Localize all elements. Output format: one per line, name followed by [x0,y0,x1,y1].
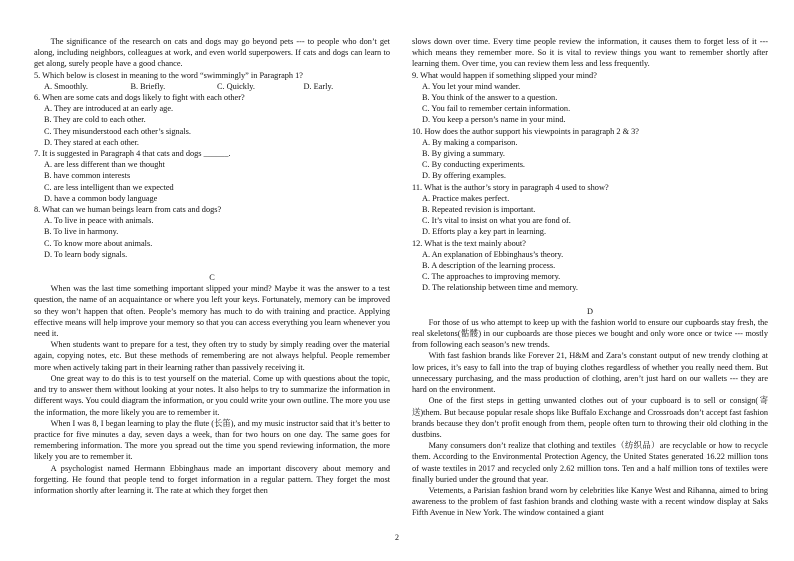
option-b: B. They are cold to each other. [44,115,146,125]
option-c: C. They misunderstood each other’s signals. [44,126,191,136]
option-b: B. have common interests [44,171,131,181]
option-d: D. To learn body signals. [44,249,128,259]
question-9 [412,70,768,126]
passage-d-paragraph: With fast fashion brands like Forever 21, H&M and Zara’s constant output of new trendy clothing at low prices, it’s easy to fall into the trap of buying clothes regardless of whether you really need them. But unnecessary purchasing, and the mass production of clothing, aren’t just hard on our wallets --- they are hard on the environment. [412,351,768,395]
option-c: C. To know more about animals. [44,238,153,248]
question-stem: 11. What is the author’s story in paragraph 4 used to show? [412,182,609,192]
option-b: B. By giving a summary. [422,149,505,159]
passage-d-paragraph: Many consumers don’t realize that clothing and textiles（纺织品）are recyclable or how to recycle them. According to the Environmental Protection Agency, the United States generated 16.22 million tons of waste textiles in 2017 and recycled only 2.62 million tons. Ten and a half million tons of textiles were finally buried under the ground that year. [412,441,768,484]
section-c-heading: C [209,273,215,283]
question-10 [412,126,768,182]
option-b: B. To live in harmony. [44,227,119,237]
option-d: D. The relationship between time and memory. [422,283,578,293]
section-d-heading: D [587,306,593,316]
option-c: C. The approaches to improving memory. [422,272,561,282]
passage-b-conclusion: The significance of the research on cats and dogs may go beyond pets --- to people who don’t get along, including neighbors, colleagues at work, and even world superpowers. If cats and dogs can learn to get along, surely people have a good chance. [34,37,390,69]
option-b: B. Repeated revision is important. [422,205,536,215]
question-stem: 7. It is suggested in Paragraph 4 that cats and dogs ______. [34,149,231,159]
question-11 [412,182,768,238]
option-a: A. By making a comparison. [422,137,518,147]
question-stem: 12. What is the text mainly about? [412,238,526,248]
option-a: A. They are introduced at an early age. [44,104,174,114]
question-stem: 5. Which below is closest in meaning to the word “swimmingly” in Paragraph 1? [34,70,303,80]
passage-c-paragraph: When I was 8, I began learning to play the flute (长笛), and my music instructor said that it’s better to practice for five minutes a day, seven days a week, than for two hours on one day. The same goes for remembering information. The more you spread out the time you spend reviewing information, the more likely you are to remember it. [34,418,390,462]
passage-d-paragraph: Vetements, a Parisian fashion brand worn by celebrities like Kanye West and Rihanna, aimed to bring awareness to the problem of fast fashion brands and clothing waste with a recent window display at Saks Fifth Avenue in New York. The window contained a giant [412,485,768,518]
option-a: A. are less different than we thought [44,160,165,170]
question-stem: 6. When are some cats and dogs likely to fight with each other? [34,93,245,103]
question-stem: 10. How does the author support his viewpoints in paragraph 2 & 3? [412,126,639,136]
option-d: D. By offering examples. [422,171,506,181]
passage-c-paragraph: A psychologist named Hermann Ebbinghaus made an important discovery about memory and forgetting. He found that people tend to forget information in a regular pattern. They forget the most information shortly after learning it. The rate at which they forget then [34,463,390,495]
question-6 [34,92,390,148]
question-5 [34,70,390,92]
option-a: A. To live in peace with animals. [44,216,154,226]
passage-c-paragraph: When students want to prepare for a test, they often try to study by simply reading over the material again, copying notes, etc. But these methods of remembering are not always helpful. People remember more when actively taking part in their learning rather than passively receiving it. [34,340,390,372]
option-a: A. An explanation of Ebbinghaus’s theory. [422,249,564,259]
option-a: A. Practice makes perfect. [422,193,510,203]
page-number: 2 [395,533,399,542]
right-column [412,36,768,519]
option-b: B. Briefly. [130,81,166,91]
option-b: B. A description of the learning process. [422,261,556,271]
question-12 [412,238,768,294]
option-a: A. You let your mind wander. [422,81,521,91]
option-b: B. You think of the answer to a question. [422,93,558,103]
option-d: D. Early. [303,81,334,91]
option-d: D. You keep a person’s name in your mind. [422,115,566,125]
option-d: D. Efforts play a key part in learning. [422,227,547,237]
passage-d-paragraph: One of the first steps in getting unwanted clothes out of your cupboard is to sell or consign(寄送)them. But because popular resale shops like Buffalo Exchange and Crossroads don’t accept fast fashion brands because they don’t profit enough from them, people often turn to throwing their old clothing in the dustbins. [412,396,768,439]
left-column [34,36,390,496]
passage-c-paragraph: When was the last time something important slipped your mind? Maybe it was the answer to a test question, the name of an acquaintance or where you left your keys. Fortunately, memory can be improved so they won’t happen that often. People’s memory has much to do with training and practice. Applying effective means will help improve your memory so that you can access everything you learn whenever you need it. [34,284,390,339]
option-c: C. By conducting experiments. [422,160,526,170]
question-8 [34,204,390,260]
passage-c-continuation: slows down over time. Every time people review the information, it causes them to forget less of it --- which means they remember more. So it is vital to review things you want to remember shortly after learning them. Over time, you can review them less and less frequently. [412,37,768,69]
option-c: C. are less intelligent than we expected [44,182,174,192]
passage-c-paragraph: One great way to do this is to test yourself on the material. Come up with questions about the topic, and try to answer them without looking at your notes. It also helps to try to summarize the information in different ways. You could diagram the information, or you could write your own outline. The more you use the information, the more likely you are to remember it. [34,373,390,417]
question-stem: 9. What would happen if something slipped your mind? [412,70,597,80]
option-a: A. Smoothly. [44,81,88,91]
option-d: D. have a common body language [44,193,158,203]
option-c: C. It’s vital to insist on what you are fond of. [422,216,571,226]
option-c: C. Quickly. [217,81,255,91]
option-d: D. They stared at each other. [44,137,139,147]
options-row [44,81,390,92]
option-c: C. You fail to remember certain information. [422,104,571,114]
question-7 [34,148,390,204]
passage-d-paragraph: For those of us who attempt to keep up with the fashion world to ensure our cupboards stay fresh, the real skeletons(骷髅) in our cupboards are those pieces we bought and only wore once or twice --- mostly from following each season’s new trends. [412,317,768,350]
question-stem: 8. What can we human beings learn from cats and dogs? [34,205,222,215]
